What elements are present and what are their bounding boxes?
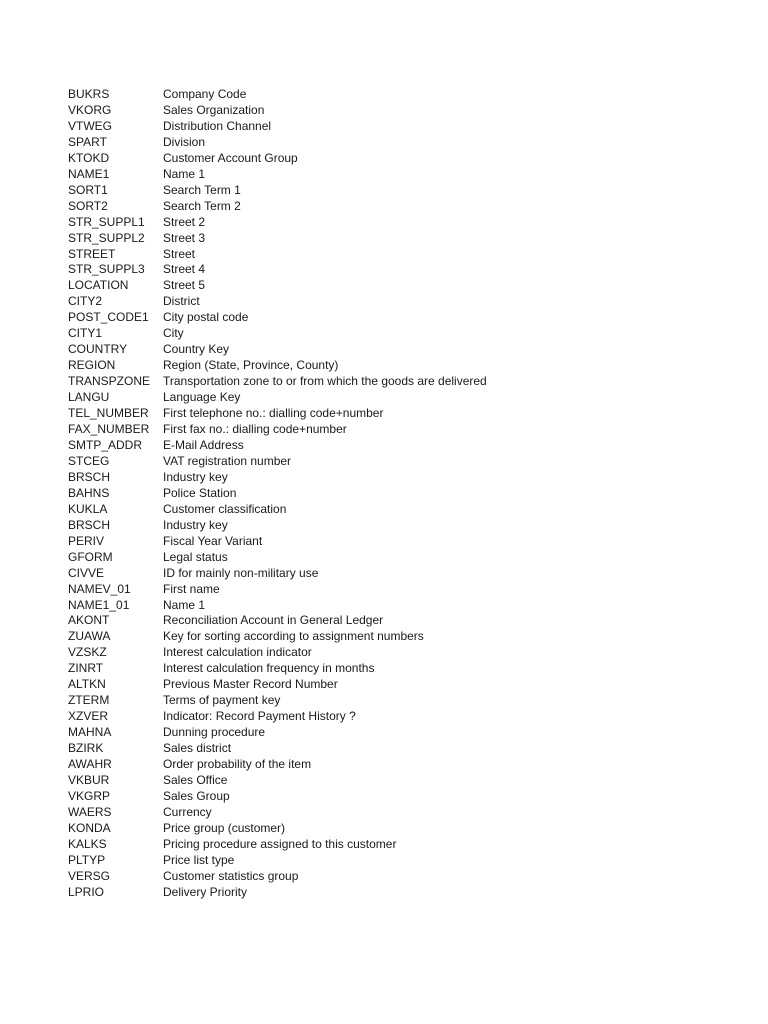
field-row xyxy=(68,518,487,534)
field-description: Company Code xyxy=(163,87,247,101)
field-row xyxy=(68,837,487,853)
field-code: NAMEV_01 xyxy=(68,581,131,596)
field-code: COUNTRY xyxy=(68,342,128,357)
field-description: Transportation zone to or from which the goods are delivered xyxy=(163,374,487,389)
field-code: VKBUR xyxy=(68,772,110,787)
field-description: Price group (customer) xyxy=(163,820,286,835)
field-row xyxy=(68,310,487,326)
field-code: SORT2 xyxy=(68,198,108,213)
field-row xyxy=(68,454,487,470)
field-description: Terms of payment key xyxy=(163,693,281,708)
field-description: Industry key xyxy=(163,469,228,484)
field-code: POST_CODE1 xyxy=(68,310,149,325)
field-code: TEL_NUMBER xyxy=(68,406,149,421)
field-description: Delivery Priority xyxy=(163,884,248,899)
field-row xyxy=(68,789,487,805)
field-code: VERSG xyxy=(68,868,111,883)
field-code: SPART xyxy=(68,134,107,149)
field-code: LOCATION xyxy=(68,278,129,293)
field-code: TRANSPZONE xyxy=(68,374,151,389)
field-code: VKGRP xyxy=(68,788,111,803)
field-row xyxy=(68,262,487,278)
field-row xyxy=(68,231,487,247)
field-code: WAERS xyxy=(68,804,112,819)
field-code: NAME1_01 xyxy=(68,597,130,612)
field-description: Customer Account Group xyxy=(163,150,298,165)
field-code: GFORM xyxy=(68,549,113,564)
field-row xyxy=(68,406,487,422)
field-description: Reconciliation Account in General Ledger xyxy=(163,613,384,628)
field-code: AWAHR xyxy=(68,757,112,772)
field-description: Dunning procedure xyxy=(163,725,266,740)
field-description: Street 4 xyxy=(163,262,206,277)
field-row xyxy=(68,661,487,677)
field-row xyxy=(68,390,487,406)
field-row xyxy=(68,135,487,151)
field-description: Name 1 xyxy=(163,597,206,612)
field-row xyxy=(68,422,487,438)
field-description: Search Term 2 xyxy=(163,198,241,213)
field-description: Distribution Channel xyxy=(163,118,272,133)
field-description: Street 3 xyxy=(163,230,206,245)
field-code: PERIV xyxy=(68,533,105,548)
field-row xyxy=(68,502,487,518)
field-code: MAHNA xyxy=(68,725,112,740)
field-row xyxy=(68,645,487,661)
field-row xyxy=(68,757,487,773)
field-code: VZSKZ xyxy=(68,645,107,660)
field-row xyxy=(68,167,487,183)
field-row xyxy=(68,805,487,821)
field-description: Police Station xyxy=(163,485,237,500)
field-row xyxy=(68,629,487,645)
field-row xyxy=(68,358,487,374)
field-row xyxy=(68,151,487,167)
field-code: BAHNS xyxy=(68,485,110,500)
field-description: First name xyxy=(163,581,220,596)
field-row xyxy=(68,103,487,119)
field-row xyxy=(68,486,487,502)
field-code: CITY1 xyxy=(68,326,103,341)
field-row xyxy=(68,199,487,215)
field-description: City postal code xyxy=(163,310,249,325)
field-code: FAX_NUMBER xyxy=(68,422,150,437)
field-description: Name 1 xyxy=(163,166,206,181)
field-description: Price list type xyxy=(163,852,235,867)
field-code: STCEG xyxy=(68,453,110,468)
field-description: Sales district xyxy=(163,741,232,756)
field-description: Order probability of the item xyxy=(163,757,312,772)
field-code: NAME1 xyxy=(68,166,110,181)
field-description: Customer classification xyxy=(163,501,287,516)
field-description: ID for mainly non-military use xyxy=(163,565,319,580)
field-code: LANGU xyxy=(68,390,110,405)
field-code: BUKRS xyxy=(68,87,110,101)
field-row xyxy=(68,278,487,294)
field-code: SMTP_ADDR xyxy=(68,437,143,452)
field-row xyxy=(68,87,487,103)
field-description: Interest calculation indicator xyxy=(163,645,312,660)
field-row xyxy=(68,598,487,614)
field-row xyxy=(68,550,487,566)
field-description: First telephone no.: dialling code+number xyxy=(163,406,384,421)
field-code: BRSCH xyxy=(68,517,111,532)
field-row xyxy=(68,215,487,231)
field-code: PLTYP xyxy=(68,852,106,867)
field-row xyxy=(68,582,487,598)
field-description: Interest calculation frequency in months xyxy=(163,661,375,676)
field-list-table xyxy=(68,87,487,901)
field-row xyxy=(68,709,487,725)
field-row xyxy=(68,374,487,390)
field-row xyxy=(68,119,487,135)
field-code: STR_SUPPL1 xyxy=(68,214,145,229)
field-description: VAT registration number xyxy=(163,453,292,468)
field-code: BZIRK xyxy=(68,741,104,756)
field-description: Key for sorting according to assignment numbers xyxy=(163,629,424,644)
field-description: E-Mail Address xyxy=(163,437,244,452)
field-code: KALKS xyxy=(68,836,107,851)
field-description: Sales Organization xyxy=(163,102,265,117)
field-row xyxy=(68,342,487,358)
field-row xyxy=(68,693,487,709)
field-description: Indicator: Record Payment History ? xyxy=(163,709,356,724)
field-description: Legal status xyxy=(163,549,228,564)
field-description: Street 5 xyxy=(163,278,206,293)
field-code: STR_SUPPL3 xyxy=(68,262,145,277)
field-code: LPRIO xyxy=(68,884,105,899)
field-row xyxy=(68,741,487,757)
field-code: CITY2 xyxy=(68,294,103,309)
field-description: Industry key xyxy=(163,517,228,532)
field-code: ZTERM xyxy=(68,693,110,708)
field-code: BRSCH xyxy=(68,469,111,484)
field-description: Customer statistics group xyxy=(163,868,299,883)
field-description: Sales Group xyxy=(163,788,230,803)
field-row xyxy=(68,821,487,837)
field-description: Currency xyxy=(163,804,212,819)
field-row xyxy=(68,438,487,454)
field-row xyxy=(68,869,487,885)
field-code: SORT1 xyxy=(68,182,108,197)
field-row xyxy=(68,725,487,741)
field-code: STR_SUPPL2 xyxy=(68,230,145,245)
field-code: KONDA xyxy=(68,820,111,835)
field-code: ZINRT xyxy=(68,661,104,676)
field-description: Pricing procedure assigned to this customer xyxy=(163,836,397,851)
field-code: KTOKD xyxy=(68,150,110,165)
field-description: First fax no.: dialling code+number xyxy=(163,422,347,437)
field-description: Country Key xyxy=(163,342,230,357)
field-row xyxy=(68,566,487,582)
field-description: Search Term 1 xyxy=(163,182,241,197)
field-code: VKORG xyxy=(68,102,112,117)
field-code: STREET xyxy=(68,246,116,261)
field-row xyxy=(68,470,487,486)
field-row xyxy=(68,677,487,693)
field-code: REGION xyxy=(68,358,116,373)
field-description: Street 2 xyxy=(163,214,206,229)
field-description: Street xyxy=(163,246,196,261)
field-description: Region (State, Province, County) xyxy=(163,358,339,373)
field-row xyxy=(68,885,487,901)
field-row xyxy=(68,326,487,342)
field-code: AKONT xyxy=(68,613,110,628)
field-code: CIVVE xyxy=(68,565,105,580)
field-row xyxy=(68,613,487,629)
field-row xyxy=(68,247,487,263)
field-row xyxy=(68,773,487,789)
field-row xyxy=(68,294,487,310)
field-row xyxy=(68,853,487,869)
field-code: ZUAWA xyxy=(68,629,111,644)
field-code: ALTKN xyxy=(68,677,106,692)
field-code: XZVER xyxy=(68,709,109,724)
field-description: Fiscal Year Variant xyxy=(163,533,263,548)
field-description: City xyxy=(163,326,184,341)
field-code: KUKLA xyxy=(68,501,108,516)
field-description: Language Key xyxy=(163,390,241,405)
field-description: District xyxy=(163,294,200,309)
field-row xyxy=(68,183,487,199)
field-list-body xyxy=(68,87,487,901)
field-description: Sales Office xyxy=(163,772,228,787)
field-row xyxy=(68,534,487,550)
field-description: Division xyxy=(163,134,206,149)
field-description: Previous Master Record Number xyxy=(163,677,338,692)
field-code: VTWEG xyxy=(68,118,112,133)
